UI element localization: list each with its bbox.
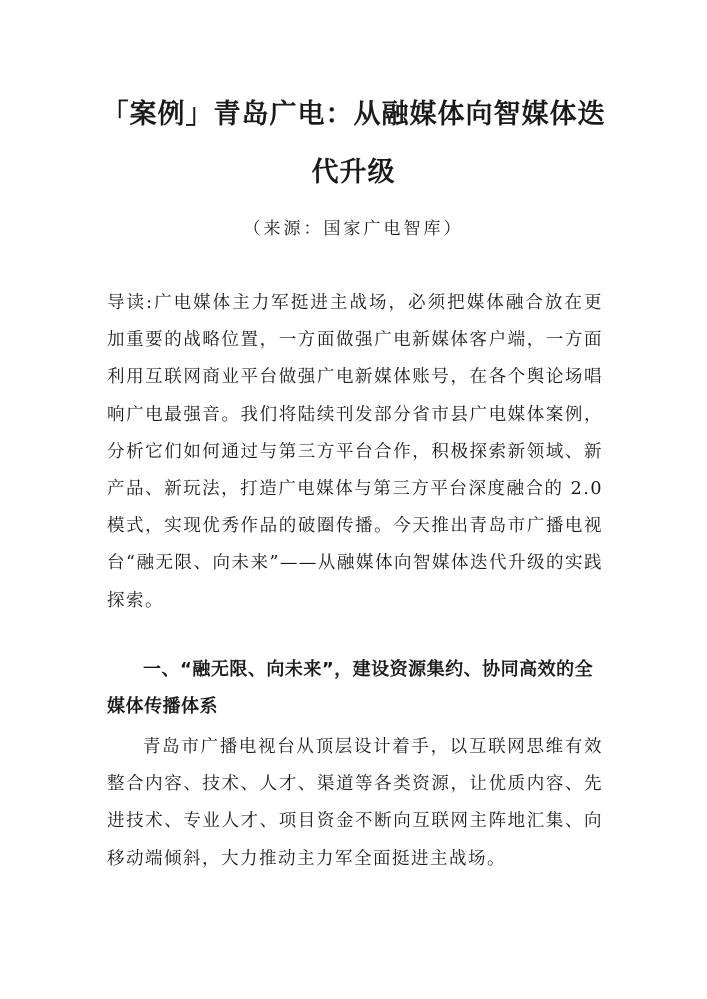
body-paragraph: 青岛市广播电视台从顶层设计着手，以互联网思维有效整合内容、技术、人才、渠道等各类资源，让优质内容、先进技术、专业人才、项目资金不断向互联网主阵地汇集、向移动端倾斜，大力推动主力军全面挺进主战场。 (107, 737, 603, 869)
intro-paragraph: 导读:广电媒体主力军挺进主战场，必须把媒体融合放在更加重要的战略位置，一方面做强广电新媒体客户端，一方面利用互联网商业平台做强广电新媒体账号，在各个舆论场唱响广电最强音。我们将陆续刊发部分省市县广电媒体案例，分析它们如何通过与第三方平台合作，积极探索新领域、新产品、新玩法，打造广电媒体与第三方平台深度融合的 2.0 模式，实现优秀作品的破圈传播。今天推出青岛市广播电视台“融无限、向未来”——从融媒体向智媒体迭代升级的实践探索。 (107, 293, 603, 611)
document-title-line1: 「案例」青岛广电：从融媒体向智媒体迭 (101, 99, 606, 130)
document-title-line2: 代升级 (311, 157, 396, 188)
section-heading: 一、“融无限、向未来”，建设资源集约、协同高效的全媒体传播体系 (107, 659, 594, 717)
document-source: （来源：国家广电智库） (243, 219, 464, 239)
